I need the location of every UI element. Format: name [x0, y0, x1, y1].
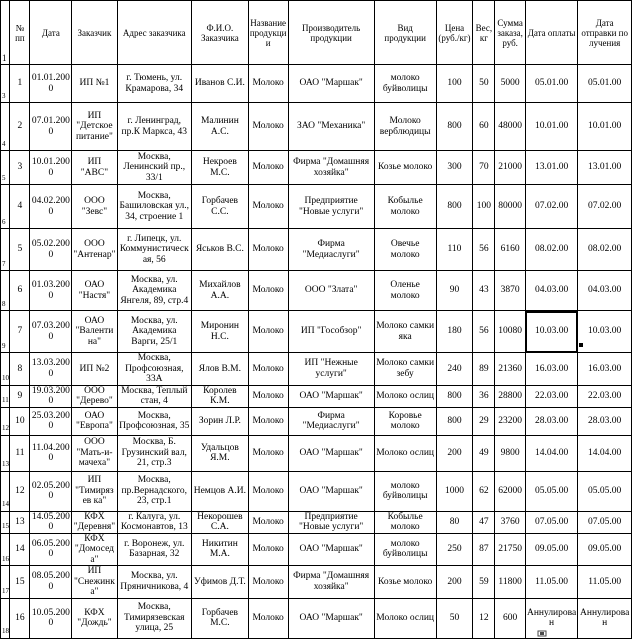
cell-payment-date[interactable]: 22.03.00 [525, 385, 577, 407]
header-row [1, 1, 632, 65]
cell-number[interactable]: 11 [10, 435, 30, 471]
cell-product-type[interactable]: Молоко ослиц [374, 598, 436, 638]
table-row [1, 471, 632, 511]
cell-product-type[interactable]: Молоко самки яка [374, 311, 436, 353]
cell-product-type[interactable]: Козье молоко [374, 151, 436, 185]
cell-shipping-date[interactable]: 10.03.00 [578, 311, 632, 353]
cell-shipping-date[interactable]: 16.03.00 [578, 353, 632, 386]
cell-fio[interactable]: Миронин Н.С. [192, 311, 249, 353]
cell-product-type[interactable]: Молоко ослиц [374, 435, 436, 471]
cell-date[interactable]: 11.04.2000 [30, 435, 72, 471]
cell-product[interactable]: Молоко [248, 353, 288, 386]
row-number[interactable]: 6 [1, 185, 10, 229]
cell-number[interactable]: 15 [10, 566, 30, 599]
header-cell-shipping-date[interactable]: Дата отправки по лучения [578, 1, 632, 65]
cell-number[interactable]: 3 [10, 151, 30, 185]
cell-price[interactable]: 800 [436, 103, 473, 151]
cell-product-type[interactable]: молоко буйволицы [374, 65, 436, 103]
table-row [1, 65, 632, 103]
row-number[interactable]: 16 [1, 533, 10, 566]
cell-weight[interactable]: 62 [473, 471, 495, 511]
cell-date[interactable]: 02.05.2000 [30, 471, 72, 511]
cell-date[interactable]: 01.01.2000 [30, 65, 72, 103]
cell-product-type[interactable]: Кобылье молоко [374, 511, 436, 533]
cell-weight[interactable]: 49 [473, 435, 495, 471]
row-number[interactable]: 10 [1, 353, 10, 386]
cell-price[interactable]: 180 [436, 311, 473, 353]
cell-customer[interactable]: ООО "Мать-и-мачеха" [72, 435, 117, 471]
header-cell-product[interactable]: Название продукции [248, 1, 288, 65]
cell-fio[interactable]: Некорошев С.А. [192, 511, 249, 533]
table-row [1, 566, 632, 599]
cell-address[interactable]: Москва, Тимирязевская улица, 25 [117, 598, 192, 638]
cell-customer[interactable]: ОАО "Настя" [72, 271, 117, 311]
cell-date[interactable]: 19.03.2000 [31, 385, 70, 406]
header-cell-price[interactable]: Цена (руб./кг) [436, 1, 473, 65]
cell-customer[interactable]: ИП "Детское питание" [72, 103, 117, 151]
cell-shipping-date[interactable]: 13.01.00 [578, 151, 632, 185]
cell-shipping-date[interactable]: 09.05.00 [578, 533, 632, 566]
table-row [1, 151, 632, 185]
cell-customer[interactable]: ООО "Зевс" [72, 185, 117, 229]
cell-number[interactable]: 12 [10, 471, 30, 511]
row-number[interactable]: 11 [1, 385, 10, 407]
cell-product[interactable]: Молоко [248, 533, 288, 566]
cell-payment-date[interactable]: 14.04.00 [525, 435, 577, 471]
cell-fio[interactable]: Горбачев С.С. [192, 185, 249, 229]
cell-price[interactable]: 200 [436, 435, 473, 471]
cell-address[interactable]: г. Калуга, ул. Космонавтов, 13 [117, 511, 192, 533]
cell-address[interactable]: Москва, Профсоюзная, 33А [117, 353, 192, 386]
cell-sum[interactable]: 80000 [495, 185, 525, 229]
cell-weight[interactable]: 36 [473, 385, 495, 407]
cell-customer[interactable]: КФХ "Домоседа" [72, 533, 117, 566]
cell-fio[interactable]: Горбачев М.С. [192, 598, 249, 638]
cell-sum[interactable]: 5000 [495, 65, 525, 103]
cell-product[interactable]: Молоко [248, 471, 288, 511]
cell-number[interactable]: 1 [10, 65, 30, 103]
cell-manufacturer[interactable]: ООО "Злата" [288, 271, 374, 311]
header-cell-weight[interactable]: Вес, кг [473, 1, 495, 65]
cell-payment-date[interactable]: 10.01.00 [525, 103, 577, 151]
cell-number[interactable]: 16 [10, 598, 30, 638]
cell-product[interactable]: Молоко [248, 566, 288, 599]
cell-product-type[interactable]: Молоко самки зебу [374, 353, 436, 386]
header-cell-date[interactable]: Дата [30, 1, 72, 65]
cell-shipping-date[interactable]: 22.03.00 [578, 385, 632, 407]
cell-product-type[interactable]: молоко буйволицы [374, 533, 436, 566]
row-number[interactable]: 14 [1, 471, 10, 511]
cell-product-type[interactable]: Оленье молоко [374, 271, 436, 311]
row-number[interactable]: 15 [1, 511, 10, 533]
fill-handle[interactable] [579, 343, 583, 347]
cell-weight[interactable]: 43 [473, 271, 495, 311]
cell-payment-date[interactable]: 04.03.00 [525, 271, 577, 311]
cell-shipping-date[interactable]: Аннулирован [578, 598, 632, 638]
cell-number[interactable]: 2 [10, 103, 30, 151]
cell-weight[interactable]: 56 [473, 229, 495, 271]
cell-address[interactable]: г. Тюмень, ул. Крамарова, 34 [117, 65, 192, 103]
row-number[interactable]: 12 [1, 407, 10, 435]
cell-price[interactable]: 50 [436, 598, 473, 638]
cell-payment-date[interactable]: 05.01.00 [525, 65, 577, 103]
cell-sum[interactable]: 62000 [495, 471, 525, 511]
cell-number[interactable]: 10 [10, 407, 30, 435]
cell-sum[interactable]: 21750 [495, 533, 525, 566]
cell-product[interactable]: Молоко [248, 407, 288, 435]
cell-price[interactable]: 250 [436, 533, 473, 566]
cell-sum[interactable]: 11800 [495, 566, 525, 599]
cell-weight[interactable]: 100 [473, 185, 495, 229]
cell-payment-date[interactable]: 28.03.00 [525, 407, 577, 435]
cell-date[interactable]: 07.01.2000 [30, 103, 72, 151]
cell-address[interactable]: Москва, пр.Вернадского, 23, стр.1 [117, 471, 192, 511]
table-row [1, 311, 632, 353]
cell-payment-date[interactable]: Аннулирован [525, 598, 577, 638]
cell-product-type[interactable]: Молоко ослиц [374, 385, 436, 407]
cell-date[interactable]: 06.05.2000 [30, 533, 72, 566]
cell-date[interactable]: 10.05.2000 [30, 598, 72, 638]
row-number[interactable]: 9 [1, 311, 10, 353]
cell-fio[interactable]: Удальцов Я.М. [192, 435, 249, 471]
cell-payment-date[interactable]: 05.05.00 [525, 471, 577, 511]
cell-price[interactable]: 200 [436, 566, 473, 599]
cell-manufacturer[interactable]: ЗАО "Механика" [288, 103, 374, 151]
cell-customer[interactable]: ООО "Дерево" [72, 385, 117, 407]
cell-shipping-date[interactable]: 08.02.00 [578, 229, 632, 271]
cell-sum[interactable]: 9800 [495, 435, 525, 471]
cell-customer[interactable]: ИП "Тимирязев ка" [72, 471, 117, 511]
cell-weight[interactable]: 70 [473, 151, 495, 185]
cell-product-type[interactable]: Молоко верблюдицы [374, 103, 436, 151]
cell-number[interactable]: 14 [10, 533, 30, 566]
cell-address[interactable]: г. Воронеж, ул. Базарная, 32 [117, 533, 192, 566]
cell-sum[interactable]: 600 [495, 598, 525, 638]
cell-shipping-date[interactable]: 05.01.00 [578, 65, 632, 103]
cell-manufacturer[interactable]: Фирма "Домашняя хозяйка" [288, 151, 374, 185]
cell-number[interactable]: 4 [10, 185, 30, 229]
cell-weight[interactable]: 60 [473, 103, 495, 151]
cell-address[interactable]: Москва, ул. Пряничникова, 4 [117, 566, 192, 599]
row-number[interactable]: 7 [1, 229, 10, 271]
table-row [1, 103, 632, 151]
cell-weight[interactable]: 29 [473, 407, 495, 435]
cell-fio[interactable]: Уфимов Д.Т. [192, 566, 249, 599]
header-cell-fio[interactable]: Ф.И.О. Заказчика [192, 1, 249, 65]
table-row [1, 533, 632, 566]
cell-date[interactable]: 05.02.2000 [30, 229, 72, 271]
cell-number[interactable]: 5 [10, 229, 30, 271]
cell-date[interactable]: 01.03.2000 [30, 271, 72, 311]
cell-product-type[interactable]: молоко буйволицы [374, 471, 436, 511]
cell-sum[interactable]: 23200 [495, 407, 525, 435]
cell-price[interactable]: 800 [436, 185, 473, 229]
cell-shipping-date[interactable]: 11.05.00 [578, 566, 632, 599]
cell-payment-date[interactable]: 07.02.00 [525, 185, 577, 229]
cell-price[interactable]: 240 [436, 353, 473, 386]
cell-sum[interactable]: 21360 [495, 353, 525, 386]
cell-shipping-date[interactable]: 28.03.00 [578, 407, 632, 435]
cell-product[interactable]: Молоко [248, 435, 288, 471]
cell-price[interactable]: 300 [436, 151, 473, 185]
cell-manufacturer[interactable]: ОАО "Маршак" [288, 435, 374, 471]
cell-product-type[interactable]: Овечье молоко [374, 229, 436, 271]
cell-sum[interactable]: 28800 [495, 385, 525, 407]
cell-customer[interactable]: КФХ "Дождь" [72, 598, 117, 638]
cell-weight[interactable]: 12 [473, 598, 495, 638]
cell-address[interactable]: Москва, ул. Академика Варги, 25/1 [117, 311, 192, 353]
cell-weight[interactable]: 87 [473, 533, 495, 566]
table-row [1, 185, 632, 229]
cell-shipping-date[interactable]: 05.05.00 [578, 471, 632, 511]
cell-payment-date[interactable]: 16.03.00 [525, 353, 577, 386]
row-number[interactable]: 18 [1, 598, 10, 638]
cell-date[interactable]: 25.03.2000 [30, 407, 72, 435]
cell-manufacturer[interactable]: Предприятие "Новые услуги" [288, 511, 374, 533]
cell-address[interactable]: г. Липецк, ул. Коммунистическая, 56 [117, 229, 192, 271]
cell-price[interactable]: 110 [436, 229, 473, 271]
cell-fio[interactable]: Яськов В.С. [192, 229, 249, 271]
cell-address[interactable]: Москва, Б. Грузинский вал, 21, стр.3 [117, 435, 192, 471]
cell-customer[interactable]: ОАО "Европа" [72, 407, 117, 435]
cell-fio[interactable]: Королев К.М. [192, 385, 249, 407]
cell-customer[interactable]: КФХ "Деревня" [73, 511, 116, 532]
cell-sum[interactable]: 3760 [495, 511, 525, 533]
cell-number[interactable]: 6 [10, 271, 30, 311]
cell-address[interactable]: Москва, Ленинский пр., 33/1 [117, 151, 192, 185]
cell-manufacturer[interactable]: ОАО "Маршак" [288, 385, 374, 407]
cell-manufacturer[interactable]: ОАО "Маршак" [288, 65, 374, 103]
header-cell-customer[interactable]: Заказчик [72, 1, 117, 65]
table-row [1, 353, 632, 386]
cell-product-type[interactable]: Коровье молоко [374, 407, 436, 435]
cell-address[interactable]: Москва, ул. Академика Янгеля, 89, стр.4 [117, 271, 192, 311]
cell-payment-date[interactable]: 08.02.00 [525, 229, 577, 271]
cell-weight[interactable]: 59 [473, 566, 495, 599]
cell-number[interactable]: 13 [10, 511, 30, 533]
cell-weight[interactable]: 50 [473, 65, 495, 103]
cell-sum[interactable]: 6160 [495, 229, 525, 271]
cell-customer[interactable]: ИП №2 [72, 353, 117, 386]
cell-date[interactable]: 14.05.2000 [31, 511, 70, 532]
cell-date[interactable]: 13.03.2000 [30, 353, 72, 386]
cell-fio[interactable]: Иванов С.И. [192, 65, 249, 103]
cell-product-type[interactable]: Козье молоко [374, 566, 436, 599]
cell-customer[interactable]: ИП "Снежинка" [72, 566, 117, 599]
cell-product[interactable]: Молоко [248, 65, 288, 103]
table-row [1, 271, 632, 311]
cell-price[interactable]: 1000 [436, 471, 473, 511]
cell-fio[interactable]: Малинин А.С. [192, 103, 249, 151]
row-number[interactable]: 4 [1, 103, 10, 151]
cell-product[interactable]: Молоко [248, 185, 288, 229]
cell-fio[interactable]: Михайлов А.А. [192, 271, 249, 311]
cell-number[interactable]: 9 [10, 385, 30, 407]
cell-shipping-date[interactable]: 07.02.00 [578, 185, 632, 229]
cell-sum[interactable]: 3870 [495, 271, 525, 311]
cell-product-type[interactable]: Кобылье молоко [374, 185, 436, 229]
cell-price[interactable]: 100 [436, 65, 473, 103]
cell-product[interactable]: Молоко [248, 271, 288, 311]
cell-number[interactable]: 8 [10, 353, 30, 386]
cell-customer[interactable]: ОАО "Валентина" [72, 311, 117, 353]
cell-price[interactable]: 800 [436, 407, 473, 435]
row-number[interactable]: 3 [1, 65, 10, 103]
header-cell-address[interactable]: Адрес заказчика [117, 1, 192, 65]
cell-payment-date[interactable]: 07.05.00 [525, 511, 577, 533]
cell-product[interactable]: Молоко [248, 311, 288, 353]
row-number[interactable]: 17 [1, 566, 10, 599]
cell-weight[interactable]: 89 [473, 353, 495, 386]
row-number[interactable]: 13 [1, 435, 10, 471]
cell-date[interactable]: 07.03.2000 [30, 311, 72, 353]
header-cell-number[interactable]: № пп [10, 1, 30, 65]
cell-shipping-date[interactable]: 07.05.00 [578, 511, 632, 533]
cell-sum[interactable]: 48000 [495, 103, 525, 151]
cell-customer[interactable]: ООО "Антенар" [72, 229, 117, 271]
cell-address[interactable]: г. Ленинград, пр.К Маркса, 43 [117, 103, 192, 151]
cell-address[interactable]: Москва, Теплый стан, 4 [117, 385, 192, 407]
cell-price[interactable]: 80 [436, 511, 473, 533]
cell-manufacturer[interactable]: Фирма "Домашняя хозяйка" [288, 566, 374, 599]
cell-address[interactable]: Москва, Профсоюзная, 35 [117, 407, 192, 435]
cell-fio[interactable]: Никитин М.А. [192, 533, 249, 566]
cell-manufacturer[interactable]: ОАО "Маршак" [288, 533, 374, 566]
cell-payment-date[interactable]: 11.05.00 [525, 566, 577, 599]
table-row [1, 385, 632, 407]
cell-manufacturer[interactable]: ОАО "Маршак" [288, 598, 374, 638]
cell-sum[interactable]: 10080 [495, 311, 525, 353]
cell-manufacturer[interactable]: ОАО "Маршак" [288, 471, 374, 511]
cell-number[interactable]: 7 [10, 311, 30, 353]
row-number[interactable]: 8 [1, 271, 10, 311]
cell-shipping-date[interactable]: 14.04.00 [578, 435, 632, 471]
cell-manufacturer[interactable]: Фирма "Медиаслуги" [288, 407, 374, 435]
table-row [1, 407, 632, 435]
cell-fio[interactable]: Некроев М.С. [192, 151, 249, 185]
cell-price[interactable]: 90 [436, 271, 473, 311]
sheet-edge [632, 0, 636, 637]
cell-price[interactable]: 800 [436, 385, 473, 407]
cell-sum[interactable]: 21000 [495, 151, 525, 185]
cell-manufacturer[interactable]: Предприятие "Новые услуги" [288, 185, 374, 229]
paste-options-icon[interactable] [537, 630, 547, 637]
row-number[interactable]: 1 [1, 1, 10, 65]
cell-fio[interactable]: Зорин Л.Р. [192, 407, 249, 435]
cell-payment-date[interactable]: 13.01.00 [525, 151, 577, 185]
table-row [1, 229, 632, 271]
cell-shipping-date[interactable]: 10.01.00 [578, 103, 632, 151]
cell-shipping-date[interactable]: 04.03.00 [578, 271, 632, 311]
cell-payment-date[interactable]: 09.05.00 [525, 533, 577, 566]
header-cell-sum[interactable]: Сумма заказа, руб. [495, 1, 525, 65]
cell-manufacturer[interactable]: Фирма "Медиаслуги" [288, 229, 374, 271]
cell-fio[interactable]: Немцов А.И. [192, 471, 249, 511]
cell-manufacturer[interactable]: ИП "Гособзор" [288, 311, 374, 353]
table-row [1, 435, 632, 471]
header-cell-manufacturer[interactable]: Производитель продукции [288, 1, 374, 65]
table-row [1, 511, 632, 533]
cell-customer[interactable]: ИП "АВС" [72, 151, 117, 185]
cell-weight[interactable]: 56 [473, 311, 495, 353]
cell-date[interactable]: 08.05.2000 [30, 566, 72, 599]
cell-weight[interactable]: 47 [473, 511, 495, 533]
cell-product[interactable]: Молоко [248, 229, 288, 271]
cell-date[interactable]: 10.01.2000 [30, 151, 72, 185]
header-cell-payment-date[interactable]: Дата оплаты [525, 1, 577, 65]
cell-payment-date[interactable]: 10.03.00 [525, 311, 577, 353]
cell-product[interactable]: Молоко [248, 598, 288, 638]
cell-fio[interactable]: Ялов В.М. [192, 353, 249, 386]
cell-product[interactable]: Молоко [248, 385, 288, 407]
cell-product[interactable]: Молоко [248, 511, 288, 533]
row-number[interactable]: 5 [1, 151, 10, 185]
header-cell-product-type[interactable]: Вид продукции [374, 1, 436, 65]
cell-customer[interactable]: ИП №1 [72, 65, 117, 103]
cell-address[interactable]: Москва, Башиловская ул., 34, строение 1 [117, 185, 192, 229]
cell-manufacturer[interactable]: ИП "Нежные услуги" [288, 353, 374, 386]
cell-product[interactable]: Молоко [248, 151, 288, 185]
cell-date[interactable]: 04.02.2000 [30, 185, 72, 229]
cell-product[interactable]: Молоко [248, 103, 288, 151]
